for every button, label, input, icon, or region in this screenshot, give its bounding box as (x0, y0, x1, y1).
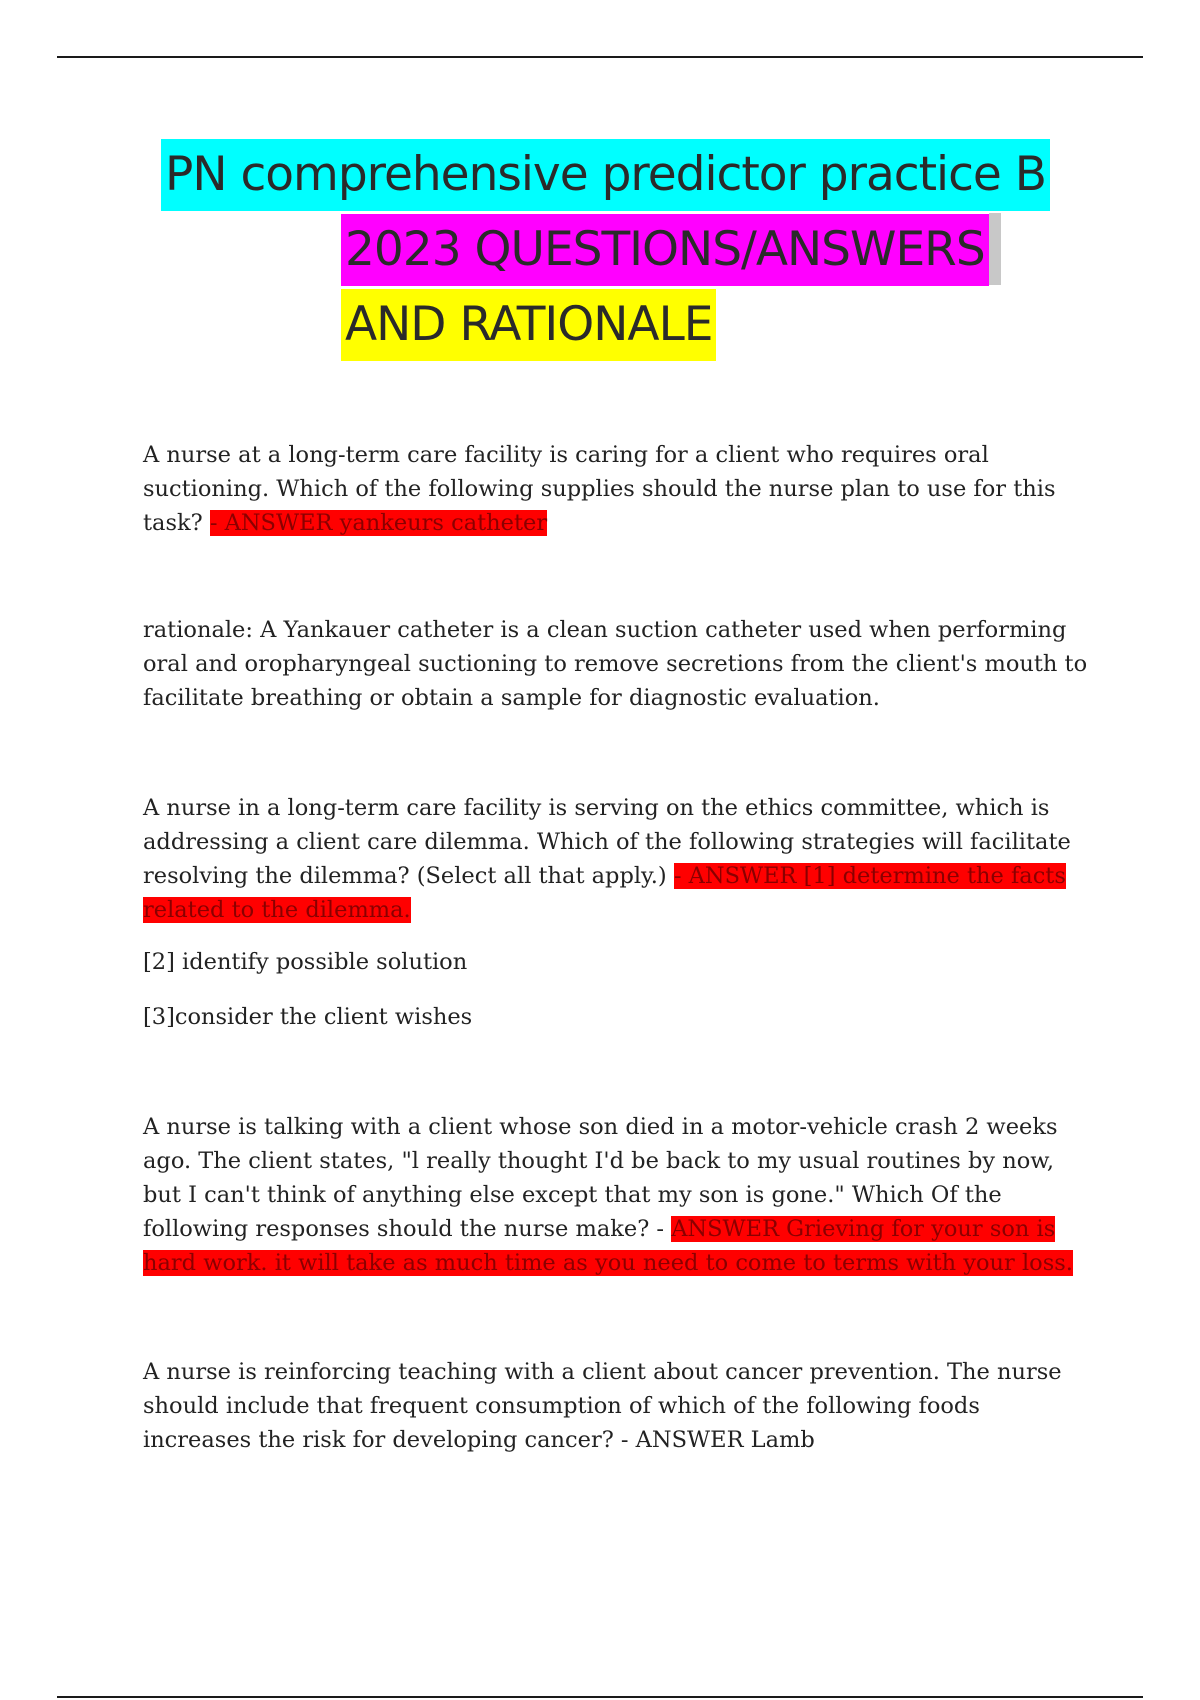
question-2-text: A nurse in a long-term care facility is serving on the ethics committee, which is addressing a client care dilemma. Which of the following strategies will facilitate resolving the dilemma? (Select all that apply.) (143, 795, 1071, 889)
question-1-answer: - ANSWER yankeurs catheter (209, 510, 548, 536)
question-2 (143, 791, 1093, 927)
question-4 (143, 1355, 1093, 1457)
question-3-answer: ANSWER Grieving for your son is hard work. it will take as much time as you need to come to terms with your loss. (143, 1216, 1073, 1276)
title-line-1 (161, 138, 1050, 212)
question-3-text: A nurse is talking with a client whose son died in a motor-vehicle crash 2 weeks ago. The client states, "l really thought I'd be back to my usual routines by now, but I can't think of anything else except that my son is gone." Which Of the following responses should the nurse make? - (143, 1114, 1058, 1242)
title-line-3 (341, 288, 716, 362)
question-2-item-2: [2] identify possible solution (143, 949, 468, 975)
question-1-paragraph (143, 438, 1093, 540)
title-line-1-text: PN comprehensive predictor practice B (161, 139, 1050, 211)
question-3-paragraph (143, 1110, 1093, 1280)
question-3 (143, 1110, 1093, 1280)
question-1-text: A nurse at a long-term care facility is caring for a client who requires oral suctioning. Which of the following supplies should the nurse plan to use for this task? (143, 442, 1056, 536)
question-2-paragraph (143, 791, 1093, 927)
question-1-rationale (143, 613, 1093, 715)
question-2-item-3: [3]consider the client wishes (143, 1004, 473, 1030)
question-1 (143, 438, 1093, 540)
title-line-3-text: AND RATIONALE (341, 289, 716, 361)
bottom-rule (57, 1696, 1143, 1698)
question-2-answer: - ANSWER [1] determine the facts related to the dilemma. (143, 863, 1066, 923)
top-rule (57, 56, 1143, 58)
rationale-text: rationale: A Yankauer catheter is a clean suction catheter used when performing oral and oropharyngeal suctioning to remove secretions from the client's mouth to facilitate breathing or obtain a sample for diagnostic evaluation. (143, 617, 1088, 711)
question-4-text: A nurse is reinforcing teaching with a client about cancer prevention. The nurse should include that frequent consumption of which of the following foods increases the risk for developing cancer? - ANSWER Lamb (143, 1359, 1062, 1453)
title-line-2-text: 2023 QUESTIONS/ANSWERS (341, 214, 989, 286)
title-line-2 (341, 213, 1001, 287)
title-line-2-edge (989, 213, 1001, 285)
